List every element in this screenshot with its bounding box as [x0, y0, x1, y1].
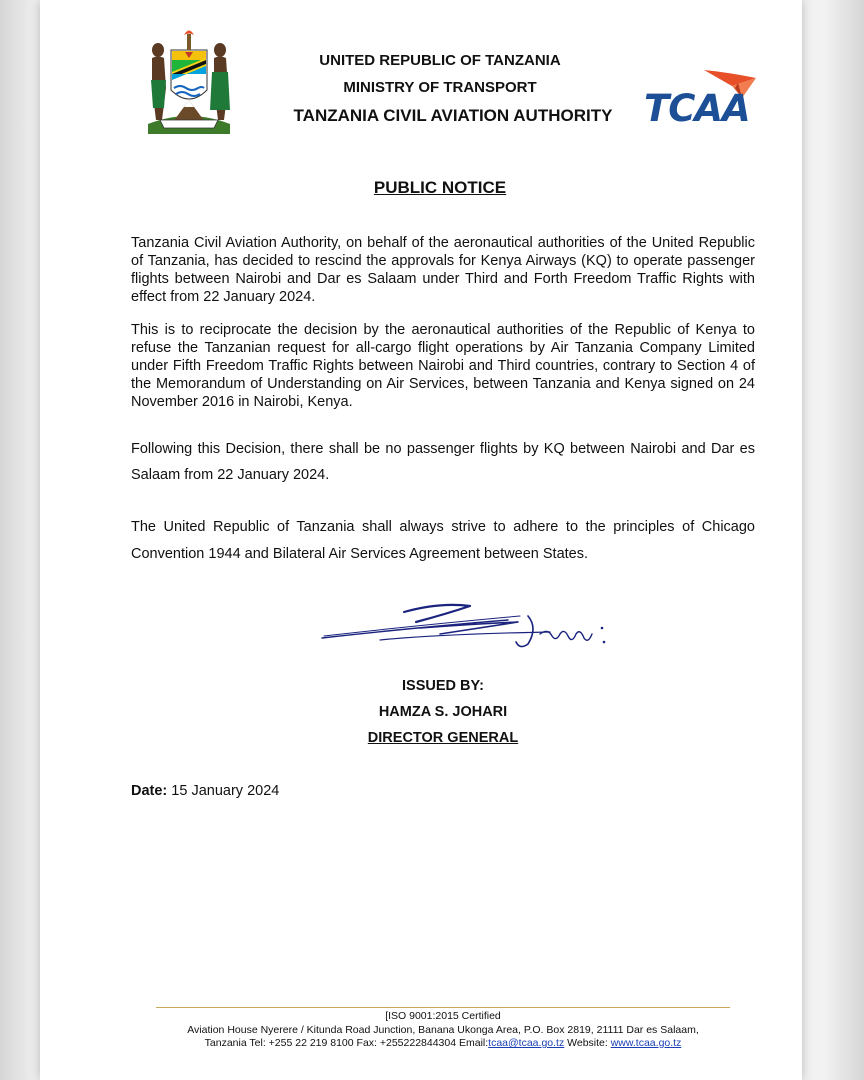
- coat-of-arms-icon: [140, 28, 238, 138]
- footer-website-label: Website:: [564, 1037, 611, 1049]
- footer-divider: [156, 1007, 730, 1008]
- header-authority: TANZANIA CIVIL AVIATION AUTHORITY: [293, 106, 613, 125]
- header-country: UNITED REPUBLIC OF TANZANIA: [319, 52, 561, 69]
- document-page: [40, 0, 802, 1080]
- footer-address: Aviation House Nyerere / Kitunda Road Junction, Banana Ukonga Area, P.O. Box 2819, 21111 Dar es Salaam,: [187, 1024, 699, 1036]
- signature-image: [320, 598, 610, 658]
- notice-title: PUBLIC NOTICE: [373, 178, 507, 197]
- issuer-title: DIRECTOR GENERAL: [367, 730, 519, 746]
- footer-contact-text: Tanzania Tel: +255 22 219 8100 Fax: +255222844304 Email:: [204, 1037, 489, 1049]
- footer-contact: [140, 1037, 746, 1050]
- issued-by-label: ISSUED BY:: [402, 678, 484, 694]
- tcaa-logo: [640, 66, 760, 130]
- footer-email-link[interactable]: tcaa@tcaa.go.tz: [488, 1037, 565, 1049]
- date-line: [131, 783, 279, 799]
- header-ministry: MINISTRY OF TRANSPORT: [343, 79, 537, 96]
- date-value: 15 January 2024: [171, 783, 280, 799]
- notice-paragraph: The United Republic of Tanzania shall always strive to adhere to the principles of Chicago Convention 1944 and Bilateral Air Services Agreement between States.: [131, 519, 755, 562]
- date-label: Date:: [131, 783, 168, 799]
- footer-certification: [ISO 9001:2015 Certified: [385, 1010, 501, 1022]
- notice-paragraph: This is to reciprocate the decision by the aeronautical authorities of the Republic of Kenya to refuse the Tanzanian request for all-cargo flight operations by Air Tanzania Company Limited under Fifth Freedom Traffic Rights between Nairobi and Third countries, contrary to Section 4 of the Memorandum of Understanding on Air Services, between Tanzania and Kenya signed on 24 November 2016 in Nairobi, Kenya.: [131, 322, 755, 410]
- issuer-name: HAMZA S. JOHARI: [378, 704, 508, 720]
- logo-wordmark: TCAA: [644, 87, 750, 130]
- notice-paragraph: Following this Decision, there shall be no passenger flights by KQ between Nairobi and Dar es Salaam from 22 January 2024.: [131, 441, 755, 483]
- notice-paragraph: Tanzania Civil Aviation Authority, on behalf of the aeronautical authorities of the United Republic of Tanzania, has decided to rescind the approvals for Kenya Airways (KQ) to operate passenger flights between Nairobi and Dar es Salaam under Third and Forth Freedom Traffic Rights with effect from 22 January 2024.: [131, 235, 755, 305]
- footer-website-link[interactable]: www.tcaa.go.tz: [610, 1037, 682, 1049]
